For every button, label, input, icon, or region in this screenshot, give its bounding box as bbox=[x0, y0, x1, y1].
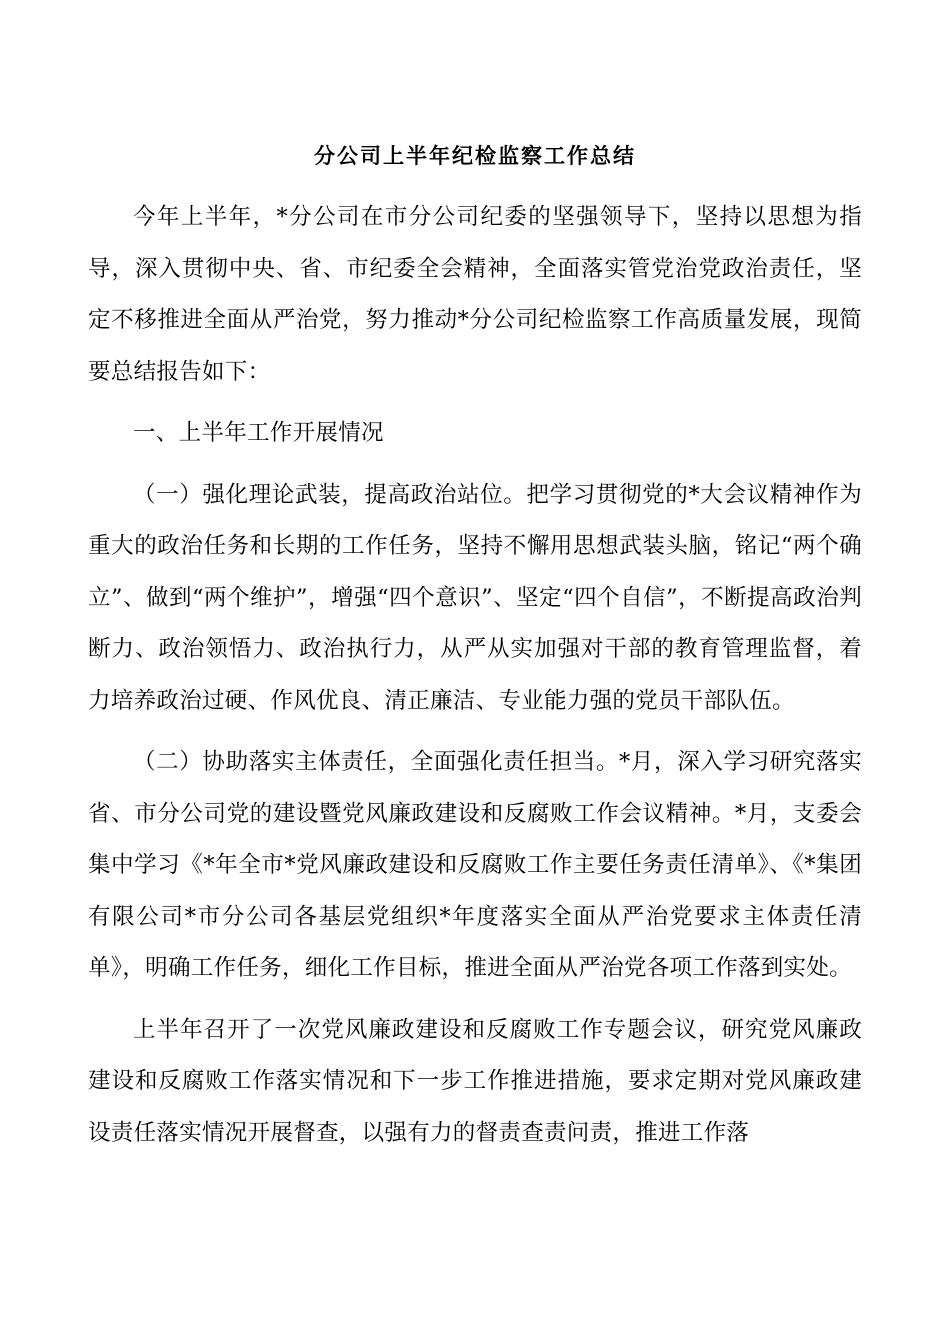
document-page bbox=[88, 138, 862, 1159]
paragraph-intro: 今年上半年，*分公司在市分公司纪委的坚强领导下，坚持以思想为指导，深入贯彻中央、省、市纪委全会精神，全面落实管党治党政治责任，坚定不移推进全面从严治党，努力推动*分公司纪检监察工作高质量发展，现简要总结报告如下： bbox=[88, 204, 862, 385]
document-title: 分公司上半年纪检监察工作总结 bbox=[314, 143, 636, 168]
paragraph-responsibility: （二）协助落实主体责任，全面强化责任担当。*月，深入学习研究落实省、市分公司党的建设暨党风廉政建设和反腐败工作会议精神。*月，支委会集中学习《*年全市*党风廉政建设和反腐败工作主要任务责任清单》、《*集团有限公司*市分公司各基层党组织*年度落实全面从严治党要求主体责任清单》，明确工作任务，细化工作目标，推进全面从严治党各项工作落到实处。 bbox=[88, 749, 862, 981]
paragraph-meeting: 上半年召开了一次党风廉政建设和反腐败工作专题会议，研究党风廉政建设和反腐败工作落实情况和下一步工作推进措施，要求定期对党风廉政建设责任落实情况开展督查，以强有力的督责查责问责，推进工作落 bbox=[88, 1016, 862, 1146]
paragraph-theory: （一）强化理论武装，提高政治站位。把学习贯彻党的*大会议精神作为重大的政治任务和长期的工作任务，坚持不懈用思想武装头脑，铭记“两个确立”、做到“两个维护”，增强“四个意识”、坚定“四个自信”，不断提高政治判断力、政治领悟力、政治执行力，从严从实加强对干部的教育管理监督，着力培养政治过硬、作风优良、清正廉洁、专业能力强的党员干部队伍。 bbox=[88, 481, 862, 714]
section-heading-1: 一、上半年工作开展情况 bbox=[133, 420, 384, 446]
